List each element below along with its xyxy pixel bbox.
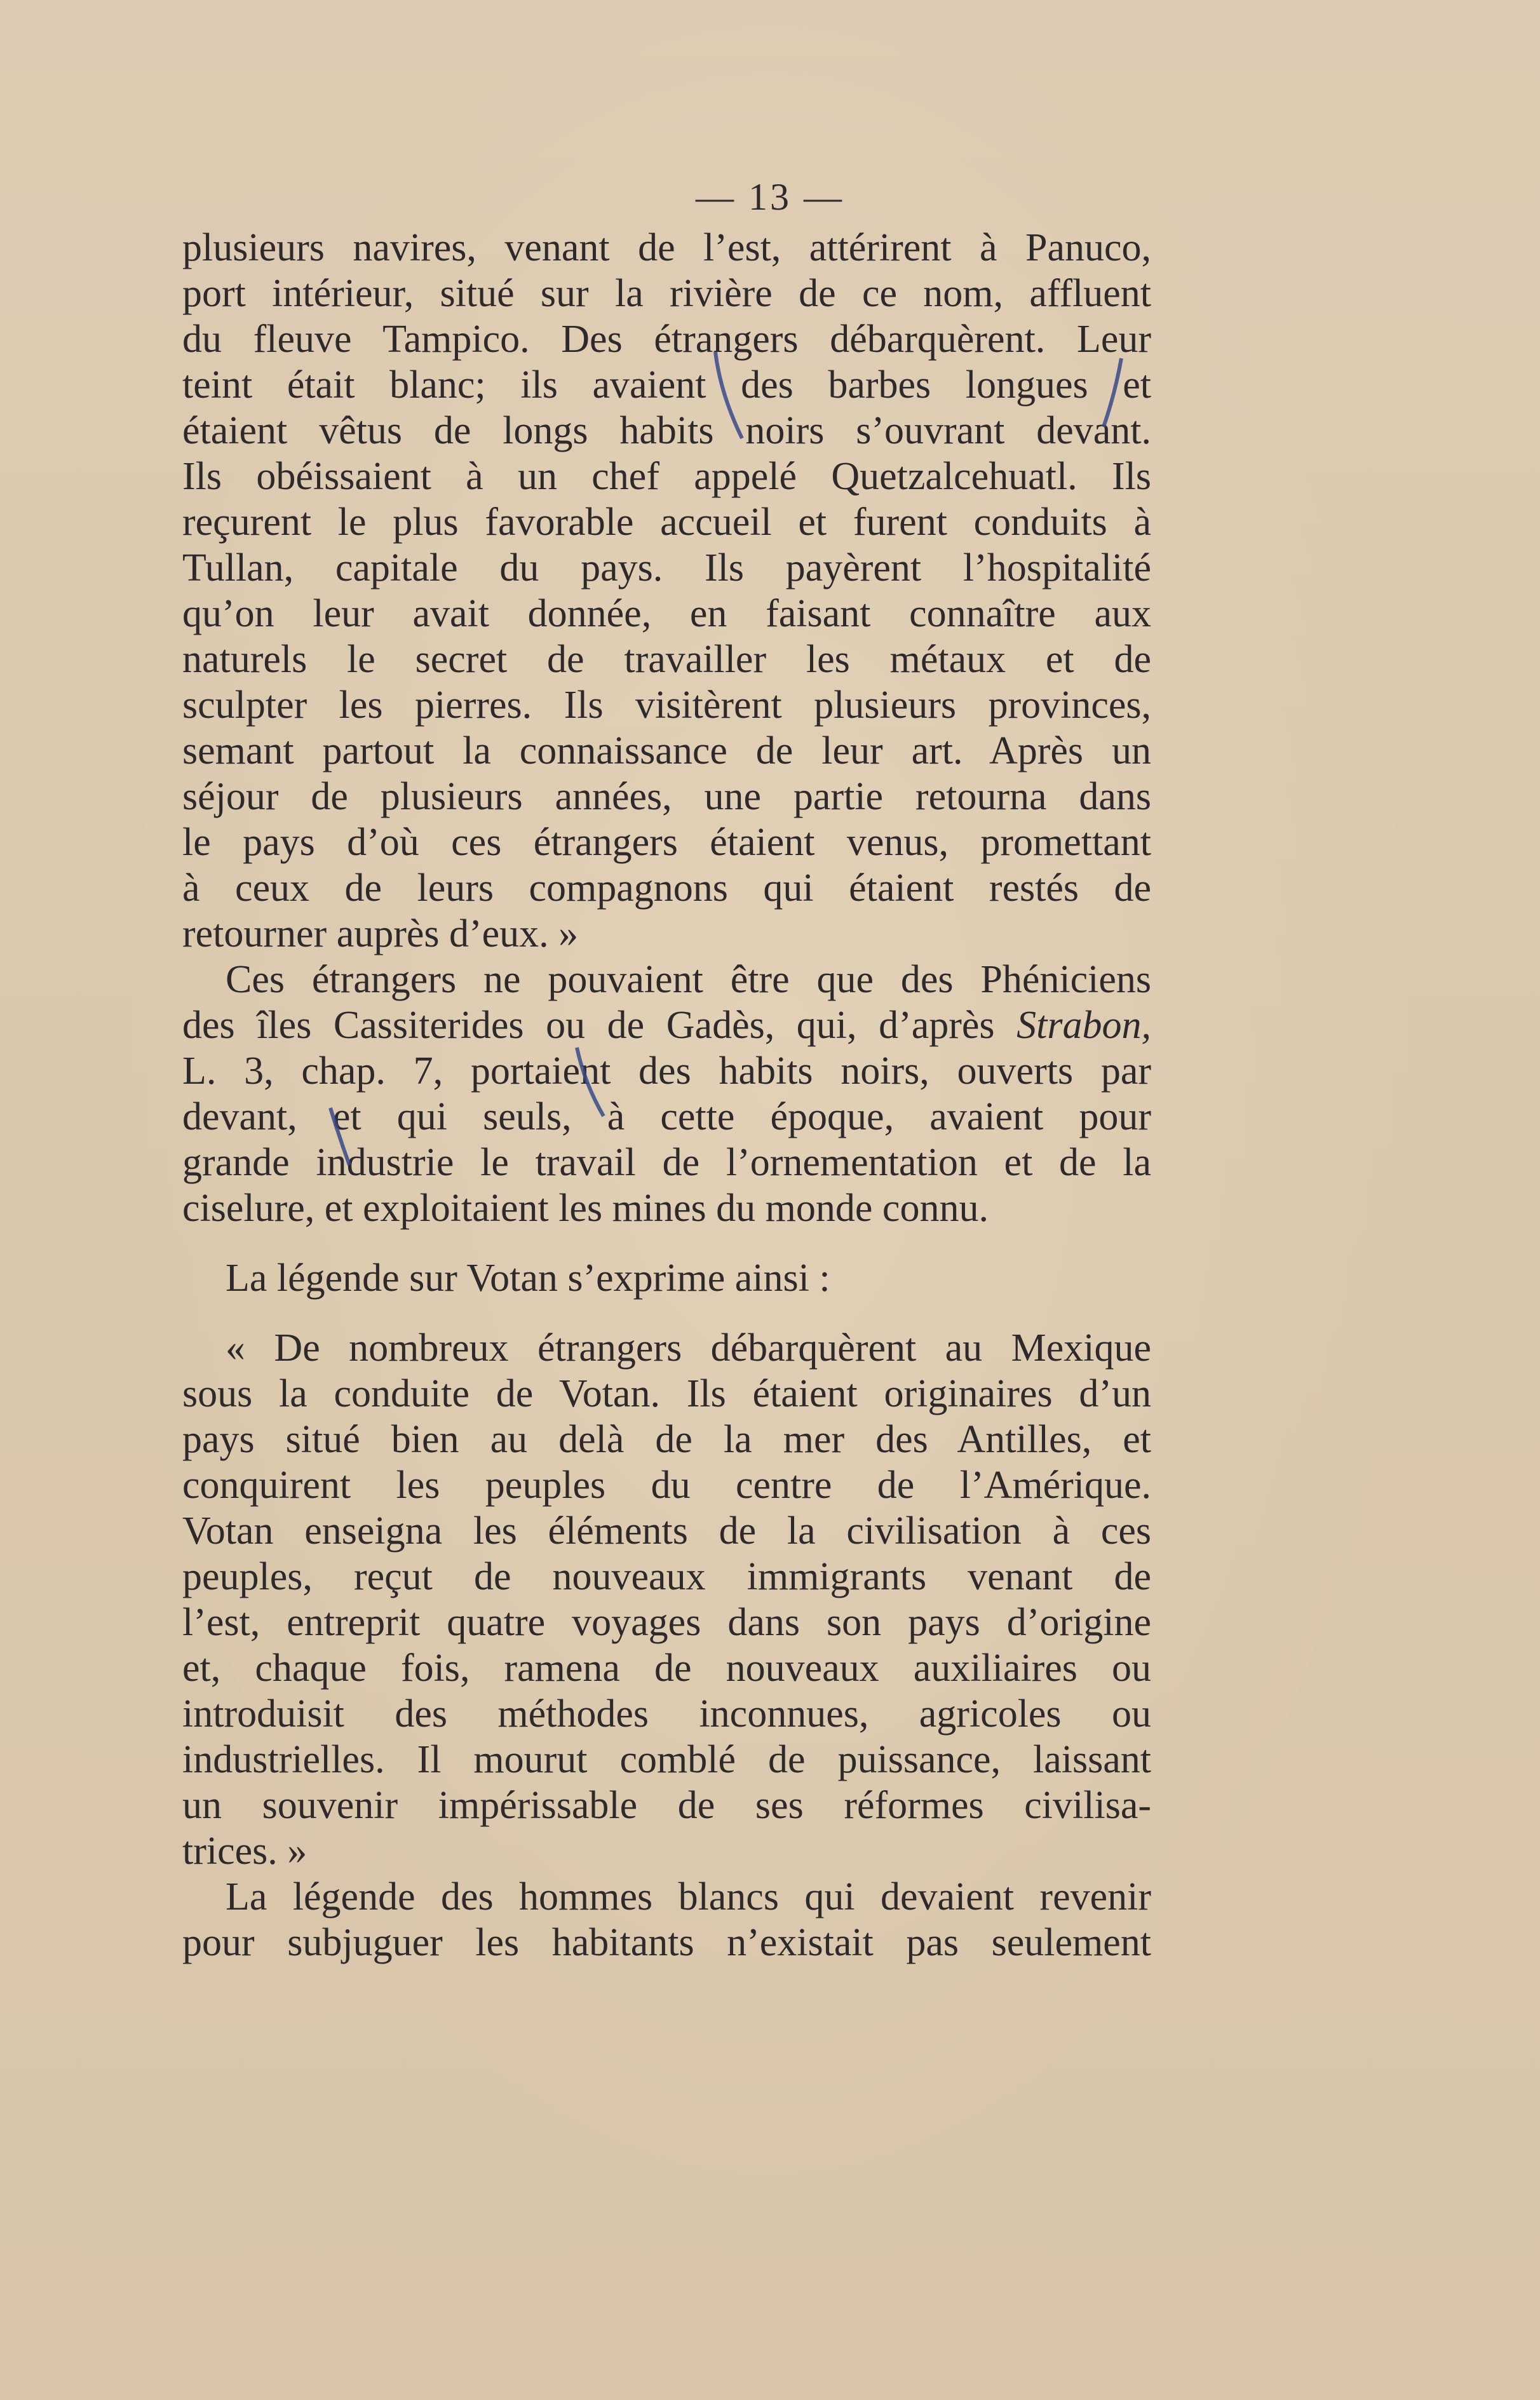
text-line: étaient vêtus de longs habits noirs s’ouvrant devant. — [182, 409, 1151, 452]
pencil-mark-icon — [1096, 356, 1128, 432]
text-line: à ceux de leurs compagnons qui étaient restés de — [182, 866, 1151, 910]
text-line: Ils obéissaient à un chef appelé Quetzalcehuatl. Ils — [182, 455, 1151, 498]
text-fragment: des îles Cassiterides ou de Gadès, qui, d’après — [182, 1004, 995, 1047]
text-line-with-italic — [182, 1002, 1151, 1048]
pencil-mark-icon — [572, 1045, 610, 1121]
text-line: naturels le secret de travailler les métaux et de — [182, 638, 1151, 681]
text-line: La légende des hommes blancs qui devaient revenir — [226, 1875, 1151, 1918]
text-line: sculpter les pierres. Ils visitèrent plusieurs provinces, — [182, 684, 1151, 727]
text-line: le pays d’où ces étrangers étaient venus, promettant — [182, 821, 1151, 864]
text-line: La légende sur Votan s’exprime ainsi : — [226, 1257, 830, 1300]
text-line: Tullan, capitale du pays. Ils payèrent l’hospitalité — [182, 546, 1151, 590]
italic-author-name: Strabon, — [1017, 1004, 1151, 1047]
text-line: du fleuve Tampico. Des étrangers débarquèrent. Leur — [182, 318, 1151, 361]
text-line: et, chaque fois, ramena de nouveaux auxiliaires ou — [182, 1647, 1151, 1690]
text-line: teint était blanc; ils avaient des barbes longues et — [182, 363, 1151, 407]
text-line: sous la conduite de Votan. Ils étaient originaires d’un — [182, 1372, 1151, 1415]
text-line: port intérieur, situé sur la rivière de ce nom, affluent — [182, 272, 1151, 315]
pencil-mark-icon — [324, 1105, 356, 1169]
text-line: industrielles. Il mourut comblé de puissance, laissant — [182, 1738, 1151, 1781]
text-line: peuples, reçut de nouveaux immigrants venant de — [182, 1555, 1151, 1598]
text-line: L. 3, chap. 7, portaient des habits noirs, ouverts par — [182, 1049, 1151, 1093]
text-line: introduisit des méthodes inconnues, agricoles ou — [182, 1692, 1151, 1736]
text-line: séjour de plusieurs années, une partie retourna dans — [182, 775, 1151, 818]
text-line: trices. » — [182, 1830, 307, 1873]
body-text — [182, 225, 1151, 1965]
text-line: grande industrie le travail de l’ornementation et de la — [182, 1141, 1151, 1184]
text-line: un souvenir impérissable de ses réformes civilisa- — [182, 1784, 1151, 1827]
text-line: ciselure, et exploitaient les mines du monde connu. — [182, 1187, 989, 1230]
pencil-mark-icon — [712, 349, 750, 445]
text-line: semant partout la connaissance de leur art. Après un — [182, 729, 1151, 772]
text-line: retourner auprès d’eux. » — [182, 912, 579, 955]
text-line: plusieurs navires, venant de l’est, attérirent à Panuco, — [182, 226, 1151, 269]
text-line: devant, et qui seuls, à cette époque, avaient pour — [182, 1095, 1151, 1138]
text-line: pour subjuguer les habitants n’existait pas seulement — [182, 1921, 1151, 1964]
text-line: conquirent les peuples du centre de l’Amérique. — [182, 1464, 1151, 1507]
page-number: — 13 — — [696, 176, 844, 218]
text-line: qu’on leur avait donnée, en faisant connaître aux — [182, 592, 1151, 635]
text-line: pays situé bien au delà de la mer des Antilles, et — [182, 1418, 1151, 1461]
text-line: reçurent le plus favorable accueil et furent conduits à — [182, 501, 1151, 544]
text-line: Votan enseigna les éléments de la civilisation à ces — [182, 1509, 1151, 1553]
text-line: Ces étrangers ne pouvaient être que des Phéniciens — [226, 958, 1151, 1001]
text-line: l’est, entreprit quatre voyages dans son pays d’origine — [182, 1601, 1151, 1644]
text-line: « De nombreux étrangers débarquèrent au Mexique — [226, 1326, 1151, 1370]
